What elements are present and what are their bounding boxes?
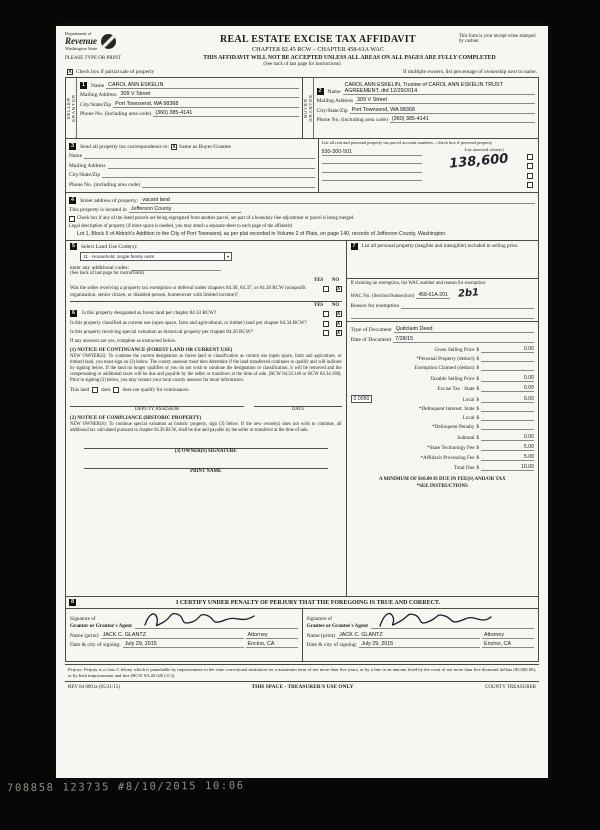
document-date-label: Date of Document [350,336,392,343]
document-type-field[interactable]: Quitclaim Deed [394,326,534,333]
exemption-claimed-label: Exemption Claimed (deduct) [414,365,475,372]
delinquent-interest-local-label: Local [462,415,475,422]
does-qualify-checkbox[interactable] [92,387,98,393]
current-use-question: Is this property classified as current use (open space, farm and agricultural, or timber) land per chapter 84.34 RCW? [70,319,307,326]
land-use-selected-value: 11 - Household, single family units [83,254,155,260]
currency-symbol: $ [476,375,480,382]
treasurer-space-label: THIS SPACE - TREASURER'S USE ONLY [251,684,354,691]
land-use-label: Select Land Use Code(s): [81,244,138,251]
gross-selling-price-field[interactable]: 0.00 [506,346,534,353]
legal-description-field[interactable]: Lot 1, Block 5 of Aldrich's Addition to the City of Port Townsend, as per plat recorded in Volume 2 of Plats, on page 140, records of Jefferson County, Washington. [77,230,447,237]
personal-property-checkboxes [525,152,535,189]
currency-symbol: $ [476,406,480,413]
currency-symbol: $ [476,385,480,392]
grantee-signature[interactable] [371,611,534,629]
currency-symbol: $ [476,396,480,403]
grantee-title-field[interactable]: Attorney [482,632,534,639]
grantor-signature[interactable] [135,611,298,629]
land-use-dropdown[interactable] [80,252,232,261]
county-treasurer-label: COUNTY TREASURER [485,684,536,690]
assessed-value-label: List assessed value(s) [464,146,504,152]
excise-tax-state-label: Excise Tax : State [437,385,475,392]
send-correspondence-label: Send all property tax correspondence to: [80,143,170,150]
currency-symbol: $ [476,415,480,422]
grantee-city-field[interactable]: Encino, CA [482,641,534,648]
buyer-phone-label: Phone No. (including area code) [316,117,388,123]
personal-property-deduct-field[interactable] [506,361,534,362]
grantee-date-field[interactable]: July 29, 2015 [359,641,480,648]
state-technology-fee-label: *State Technology Fee [427,444,475,451]
checkbox-x-mark: X [336,311,341,318]
section-6-badge: 6 [72,310,75,317]
certify-statement: I CERTIFY UNDER PENALTY OF PERJURY THAT THE FOREGOING IS TRUE AND CORRECT. [175,599,440,606]
section-8-badge: 8 [71,599,74,606]
parcel-number-field[interactable] [322,173,423,182]
same-as-buyer-label: Same as Buyer/Grantee [179,143,231,150]
agency-line1: Department of [65,31,92,36]
wac-number-label: WAC No. (Section/Subsection) [350,293,415,300]
forest-land-no-checkbox[interactable] [336,311,342,317]
rev-form-code: REV 84 0001a (05/21/15) [68,684,120,690]
chevron-down-icon: ▼ [226,254,230,259]
certification-section [66,596,538,661]
document-type-label: Type of Document [350,327,392,334]
buyer-address-label: Mailing Address [316,98,354,104]
personal-property-checkbox[interactable] [527,163,533,169]
buyer-name-field[interactable]: CAROL ANN ESKELIN, Trustee of CAROL ANN ESKELIN TRUST AGREEMENT, dtd 12/29/2014 [343,82,535,95]
deferral-yes-checkbox[interactable] [323,286,329,292]
currency-symbol: $ [476,346,480,353]
excise-tax-local-field[interactable]: 0.00 [506,396,534,403]
grantor-date-label: Date & city of signing: [70,642,121,649]
segregated-checkbox[interactable] [69,216,75,222]
checkbox-x-mark: X [172,143,176,150]
compliance-title: (2) NOTICE OF COMPLIANCE (HISTORIC PROPERTY) [70,415,202,422]
this-land-label: This land [70,387,90,394]
buyer-side-top: BUYER [302,98,308,118]
buyer-address-field[interactable]: 309 V Street [355,97,535,104]
acceptance-warning: THIS AFFIDAVIT WILL NOT BE ACCEPTED UNLESS ALL AREAS ON ALL PAGES ARE FULLY COMPLETED [203,55,496,61]
exemption-claimed-field[interactable] [506,370,534,371]
print-name-label: PRINT NAME [190,469,222,475]
perjury-notice: Perjury: Perjury is a class C felony which is punishable by imprisonment in the state correctional institution for a maximum term of not more than five years, or by a fine in an amount fixed by the court of not more than five thousand dollars ($5,000.00), or by both imprisonment and fine (RCW 9A.20.020 (1C)). [65,664,539,681]
partial-sale-label: Check box if partial sale of property [76,69,155,75]
correspondence-address-field[interactable] [108,162,315,169]
grantor-city-field[interactable]: Encino, CA [246,641,298,648]
correspondence-phone-field[interactable] [142,181,314,188]
located-in-label: This property is located in [69,207,127,213]
owner-signature-label: (3) OWNER(S) SIGNATURE [174,449,237,455]
form-header [65,31,539,53]
form-body [65,77,539,662]
same-as-buyer-checkbox[interactable] [171,144,177,150]
grantee-signature-label-2: Grantee or Grantee's Agent [306,622,368,629]
owner-signature-line[interactable] [84,440,328,449]
delinquent-interest-local-field[interactable] [506,420,534,421]
deputy-date-line[interactable] [254,398,341,407]
dor-logo-text [65,31,97,51]
agency-line3: Washington State [65,46,98,51]
deferral-no-checkbox[interactable] [336,286,342,292]
receipt-note: This form is your receipt when stamped by cashier. [459,34,536,44]
additional-codes-label: enter any additional codes: [70,264,130,271]
grantor-name-print-label: Name (print) [70,632,99,639]
grantee-signature-icon [375,610,495,630]
section-4-badge: 4 [71,196,74,203]
currency-symbol: $ [476,424,480,431]
section-3-badge: 3 [71,142,74,149]
subtotal-label: Subtotal [457,434,475,441]
delinquent-interest-state-field[interactable] [506,411,534,412]
date-label: DATE [291,407,305,413]
personal-property-checkbox[interactable] [527,182,533,188]
grantor-signature-label-1: Signature of [70,615,96,622]
grantee-name-print-label: Name (print) [306,632,336,639]
no-column-label: NO [331,277,340,283]
owner-print-name-line[interactable] [84,460,328,469]
dor-logo-icon [101,34,116,49]
does-not-label: does not qualify for continuance. [122,387,190,394]
excise-tax-local-label: Local [462,396,475,403]
buyer-city-label: City/State/Zip [316,107,348,114]
affidavit-processing-fee-field[interactable]: 5.00 [506,454,534,461]
exemption-intro: If claiming an exemption, list WAC number and reason for exemption: [350,281,487,287]
currency-symbol: $ [476,444,480,451]
seller-city-field[interactable]: Port Townsend, WA 98368 [113,101,298,108]
assessed-value-handwritten[interactable]: 138,600 [449,151,510,172]
buyer-section [303,78,539,138]
grantor-signature-label-2: Grantor or Grantor's Agent [70,622,132,629]
total-due-label: Total Due [454,465,475,472]
current-use-yes-checkbox[interactable] [323,321,329,327]
please-type-label: PLEASE TYPE OR PRINT [65,55,121,61]
forest-land-yes-checkbox[interactable] [323,311,329,317]
delinquent-penalty-label: *Delinquent Penalty [432,424,475,431]
current-use-no-checkbox[interactable] [336,321,342,327]
gross-selling-price-label: Gross Selling Price [434,346,475,353]
does-not-qualify-checkbox[interactable] [113,387,119,393]
continuance-text: NEW OWNER(S): To continue the current designation as forest land or classification as current use (open space, farm and agriculture, or timber) land, you must sign on (3) below. The county assessor must then determine if the land transferred continues to qualify and will indicate by signing below. If the land no longer qualifies or you do not wish to continue the designation or classification, it will be removed and the compensating or additional taxes will be due and payable by the seller or transferor at the time of sale. (RCW 84.33.140 or RCW 84.34.108). Prior to signing (3) below, you may contact your local county assessor for more information. [70,353,342,384]
no-column-label: NO [331,302,340,308]
personal-property-label: List all personal property (tangible and intangible) included in selling price. [361,243,519,250]
section-2-badge: 2 [318,87,322,94]
deferral-question: Was the seller receiving a property tax exemption or deferral under chapters 84.36, 84.37, or 84.38 RCW (nonprofit organization, senior citizen, or disabled person, homeowner with limited income)? [70,285,306,298]
deputy-assessor-label: DEPUTY ASSESSOR [135,407,180,413]
affidavit-processing-fee-label: *Affidavit Processing Fee [420,455,475,461]
correspondence-city-label: City/State/Zip [69,172,101,178]
designation-section [70,301,342,474]
seller-side-label [66,78,77,138]
yes-column-label: YES [313,302,324,308]
parcel-number-field[interactable] [322,156,423,165]
historic-yes-checkbox[interactable] [323,330,329,336]
local-rate-box[interactable]: 0.0050 [351,395,373,403]
seller-section [66,78,303,138]
grantee-signature-label-1: Signature of [306,615,332,622]
grantee-name-field[interactable]: JACK C. GLANTZ [337,632,480,639]
document-date-field[interactable]: 7/28/15 [393,336,534,343]
county-field[interactable]: Jefferson County [129,206,241,213]
reason-for-exemption-field[interactable] [401,302,534,309]
taxable-selling-price-label: Taxable Selling Price [430,375,475,382]
taxable-selling-price-field[interactable]: 0.00 [506,375,534,382]
checkbox-x-mark: X [336,320,341,327]
section-1-badge: 1 [82,81,85,88]
see-instructions-note: *SEE INSTRUCTIONS [416,484,468,490]
grantor-date-field[interactable]: July 29, 2015 [123,641,244,648]
checkbox-x-mark: X [336,330,341,337]
state-technology-fee-field[interactable]: 5.00 [506,444,534,451]
does-label: does [101,387,111,394]
seller-side-bottom: GRANTOR [71,93,76,123]
correspondence-city-field[interactable] [102,171,314,178]
currency-symbol: $ [476,434,480,441]
personal-property-deduct-label: *Personal Property (deduct) [416,356,475,363]
correspondence-phone-label: Phone No. (including area code) [69,181,141,188]
checkbox-x-mark: X [336,286,341,293]
wac-subsection-handwritten[interactable]: 2b1 [457,287,480,300]
agency-line2: Revenue [65,36,97,46]
street-address-field[interactable]: vacant land [140,197,535,204]
segregated-label: Check box if any of the listed parcels are being segregated from another parcel, are part of a boundary line adjustment or parcel is being merged. [77,215,355,221]
land-use-section [70,243,342,298]
seller-address-label: Mailing Address [80,92,117,98]
excise-tax-state-field[interactable]: 0.00 [506,385,534,392]
buyer-side-bottom: GRANTEE [307,94,313,122]
historic-property-question: Is this property receiving special valuation as historical property per chapter 84.26 RCW? [70,329,253,336]
subtotal-field[interactable]: 0.00 [506,434,534,441]
dor-logo [65,31,177,51]
partial-sale-checkbox[interactable] [67,69,73,75]
form-title: REAL ESTATE EXCISE TAX AFFIDAVIT [220,34,416,45]
grantee-signature-block [303,609,539,661]
total-due-field[interactable]: 10.00 [506,464,534,471]
see-back-note: (See back of last page for instructions) [70,270,145,276]
personal-property-blank-area[interactable] [351,250,534,276]
affidavit-page [56,26,548,778]
correspondence-name-label: Name [69,153,83,159]
parcel-number-field[interactable] [322,164,423,173]
property-location-section [66,192,538,240]
continuance-title: (1) NOTICE OF CONTINUANCE (FOREST LAND OR CURRENT USE) [70,346,233,353]
section-5-badge: 5 [72,243,75,250]
seller-name-field[interactable]: CAROL ANN ESKELIN [106,82,298,89]
currency-symbol: $ [476,365,480,372]
delinquent-interest-state-label: *Delinquent Interest: State [418,406,475,413]
grantor-name-field[interactable]: JACK C. GLANTZ [101,632,244,639]
footer-row [65,681,539,691]
grantor-signature-icon [139,610,259,630]
minimum-fee-note: A MINIMUM OF $10.00 IS DUE IN FEE(S) AND/OR TAX [378,477,506,483]
seller-side-top: SELLER [66,96,71,120]
compliance-text: NEW OWNER(S): To continue special valuation as historic property, sign (3) below. If the new owner(s) does not wish to continue, all additional tax calculated pursuant to chapter 84.26 RCW, shall be due and payable by the seller or transferor at the time of sale. [70,422,342,434]
deputy-assessor-signature-line[interactable] [70,398,244,407]
wac-number-field[interactable]: 458-61A-201 [418,292,448,299]
seller-city-label: City/State/Zip [80,101,112,108]
buyer-side-label [303,78,314,138]
legal-description-label: Legal description of property (if more space is needed, you may attach a separate sheet to each page of the affidavit) [69,223,293,229]
see-back-note: (See back of last page for instructions) [263,62,341,67]
reason-for-exemption-label: Reason for exemption [350,302,400,309]
buyer-name-label: Name [327,88,341,95]
tax-computation-section [347,241,538,596]
section-7-badge: 7 [352,243,356,250]
seller-phone-label: Phone No. (including area code) [80,111,152,117]
correspondence-address-label: Mailing Address [69,162,106,169]
reason-for-exemption-field[interactable] [351,311,534,319]
seller-name-label: Name [91,82,105,89]
seller-address-field[interactable]: 309 V Street [119,91,299,98]
street-address-label: Street address of property: [80,197,139,204]
correspondence-name-field[interactable] [84,152,314,159]
grantor-title-field[interactable]: Attorney [246,632,298,639]
forest-land-question: Is this property designated as forest land per chapter 84.33 RCW? [82,310,217,317]
buyer-phone-field[interactable]: (360) 385-4141 [390,116,535,123]
form-subtitle: CHAPTER 82.45 RCW – CHAPTER 458-61A WAC [252,46,384,53]
grantor-signature-block [66,609,303,661]
seller-phone-field[interactable]: (360) 385-4141 [153,110,298,117]
buyer-city-field[interactable]: Port Townsend, WA 98368 [350,107,535,114]
correspondence-section [66,138,538,192]
grantee-date-label: Date & city of signing: [306,642,358,649]
parcel-numbers-header: List all real and personal property tax parcel account numbers – check box if personal property [321,140,493,145]
delinquent-penalty-field[interactable] [506,429,534,430]
multiple-owners-note: If multiple owners, list percentage of ownership next to name. [403,69,537,75]
personal-property-checkbox[interactable] [527,154,533,160]
additional-codes-field[interactable] [131,264,221,271]
yes-column-label: YES [313,277,324,283]
checkbox-x-mark: X [68,69,72,75]
currency-symbol: $ [476,356,480,363]
parcel-number-field[interactable]: 930-300-501 [322,149,423,156]
if-yes-note: If any answers are yes, complete as instructed below. [70,338,177,344]
historic-no-checkbox[interactable] [336,330,342,336]
personal-property-checkbox[interactable] [527,173,533,179]
scan-timestamp: 708858 123735 #8/10/2015 10:06 [6,779,245,795]
currency-symbol: $ [476,455,480,461]
currency-symbol: $ [476,465,480,472]
